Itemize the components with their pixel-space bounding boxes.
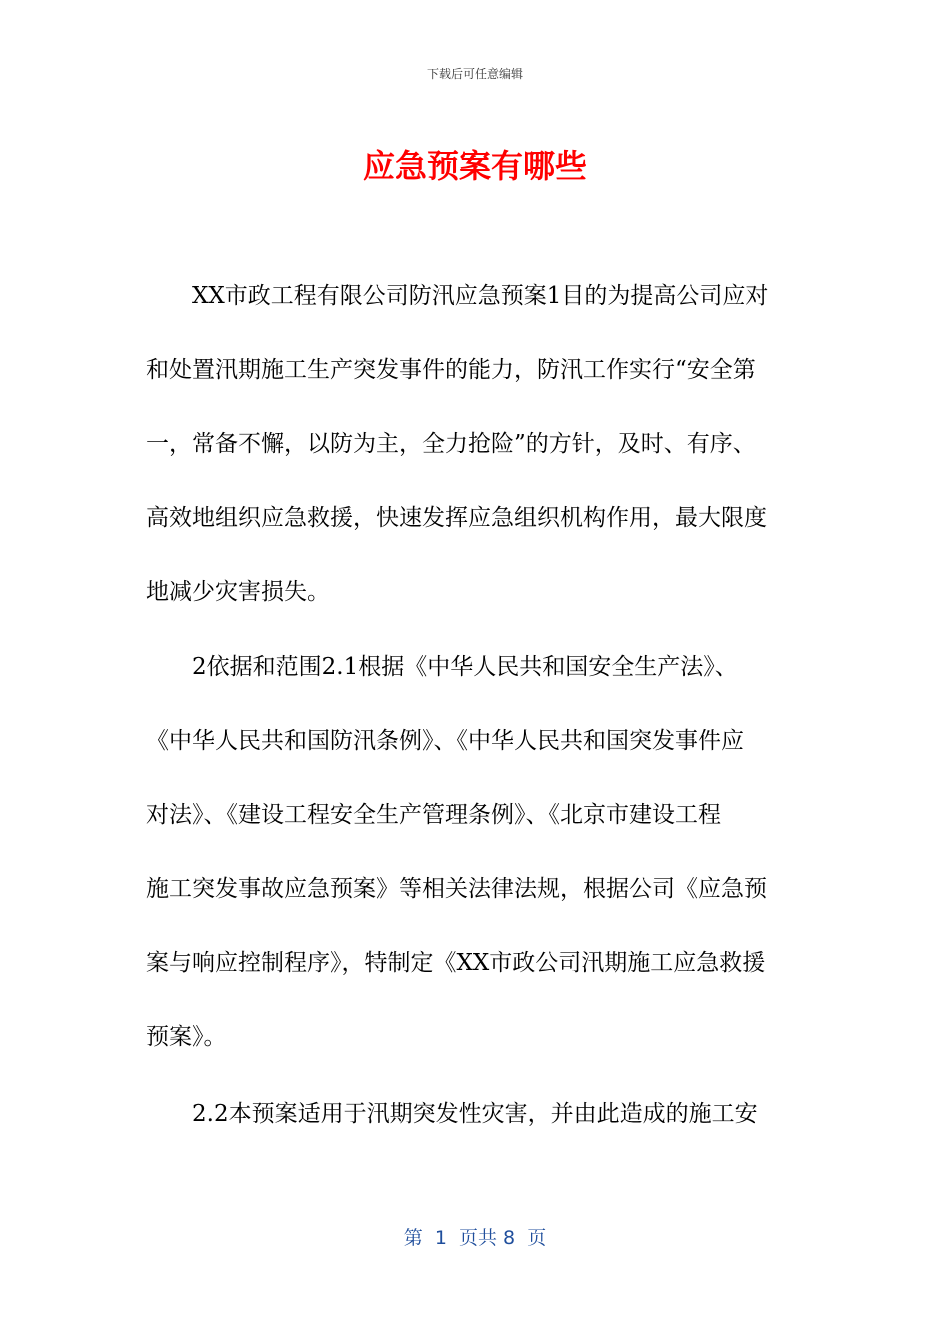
paragraph-line: 案与响应控制程序》，特制定《XX市政公司汛期施工应急救援 — [146, 950, 766, 976]
paragraph-line: 一，常备不懈，以防为主，全力抢险”的方针，及时、有序、 — [146, 431, 756, 457]
paragraph-line: 《中华人民共和国防汛条例》、《中华人民共和国突发事件应 — [146, 728, 744, 754]
paragraph-line: 预案》。 — [146, 1024, 227, 1050]
paragraph-line: 2.2本预案适用于汛期突发性灾害，并由此造成的施工安 — [146, 1101, 758, 1127]
paragraph-1 — [146, 259, 798, 629]
paragraph-line: 施工突发事故应急预案》等相关法律法规，根据公司《应急预 — [146, 876, 767, 902]
paragraph-3 — [146, 1077, 798, 1151]
paragraph-2 — [146, 630, 798, 1074]
paragraph-line: XX市政工程有限公司防汛应急预案1目的为提高公司应对 — [146, 283, 769, 309]
paragraph-line: 地减少灾害损失。 — [146, 579, 330, 605]
paragraph-line: 对法》、《建设工程安全生产管理条例》、《北京市建设工程 — [146, 802, 721, 828]
document-title: 应急预案有哪些 — [362, 147, 587, 185]
paragraph-line: 高效地组织应急救援，快速发挥应急组织机构作用，最大限度 — [146, 505, 767, 531]
paragraph-line: 和处置汛期施工生产突发事件的能力，防汛工作实行“安全第 — [146, 357, 756, 383]
page-number: 第 1 页共 8 页 — [403, 1227, 547, 1249]
paragraph-line: 2依据和范围2.1根据《中华人民共和国安全生产法》、 — [146, 654, 738, 680]
header-note: 下载后可任意编辑 — [426, 67, 523, 81]
